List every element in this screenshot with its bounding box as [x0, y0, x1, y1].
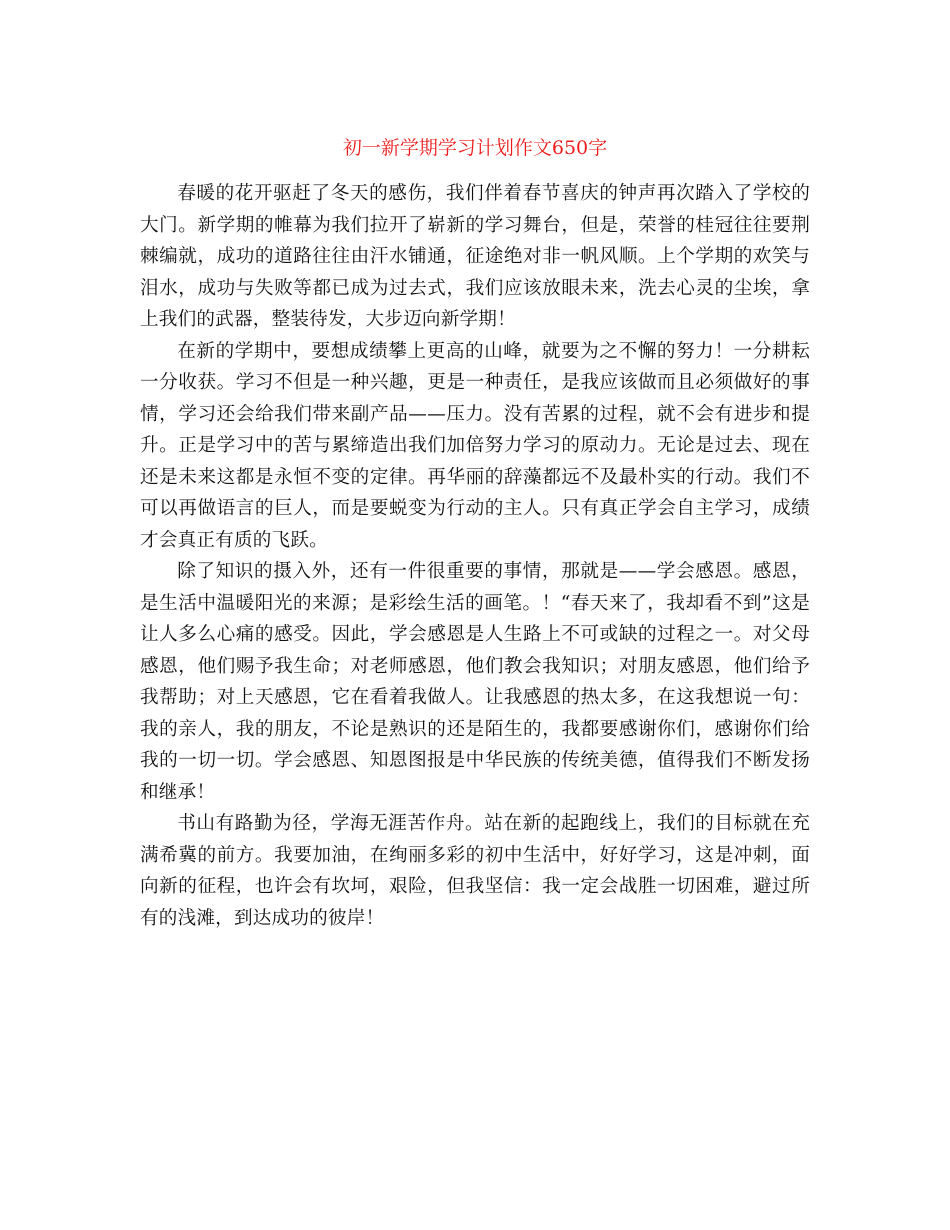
document-body: [140, 178, 810, 934]
document-title: 初一新学期学习计划作文650字: [342, 137, 608, 159]
paragraph-4: 书山有路勤为径，学海无涯苦作舟。站在新的起跑线上，我们的目标就在充满希冀的前方。我要加油，在绚丽多彩的初中生活中，好好学习，这是冲刺，面向新的征程，也许会有坎坷，艰险，但我坚信：我一定会战胜一切困难，避过所有的浅滩，到达成功的彼岸！: [140, 813, 810, 929]
paragraph-3: 除了知识的摄入外，还有一件很重要的事情，那就是——学会感恩。感恩，是生活中温暖阳光的来源；是彩绘生活的画笔。！“春天来了，我却看不到”这是让人多么心痛的感受。因此，学会感恩是人生路上不可或缺的过程之一。对父母感恩，他们赐予我生命；对老师感恩，他们教会我知识；对朋友感恩，他们给予我帮助；对上天感恩，它在看着我做人。让我感恩的热太多，在这我想说一句：我的亲人，我的朋友，不论是熟识的还是陌生的，我都要感谢你们，感谢你们给我的一切一切。学会感恩、知恩图报是中华民族的传统美德，值得我们不断发扬和继承！: [140, 561, 810, 803]
paragraph-2: 在新的学期中，要想成绩攀上更高的山峰，就要为之不懈的努力！一分耕耘一分收获。学习不但是一种兴趣，更是一种责任，是我应该做而且必须做好的事情，学习还会给我们带来副产品——压力。没有苦累的过程，就不会有进步和提升。正是学习中的苦与累缔造出我们加倍努力学习的原动力。无论是过去、现在还是未来这都是永恒不变的定律。再华丽的辞藻都远不及最朴实的行动。我们不可以再做语言的巨人，而是要蜕变为行动的主人。只有真正学会自主学习，成绩才会真正有质的飞跃。: [140, 340, 810, 551]
paragraph-1: 春暖的花开驱赶了冬天的感伤，我们伴着春节喜庆的钟声再次踏入了学校的大门。新学期的帷幕为我们拉开了崭新的学习舞台，但是，荣誉的桂冠往往要荆棘编就，成功的道路往往由汗水铺通，征途绝对非一帆风顺。上个学期的欢笑与泪水，成功与失败等都已成为过去式，我们应该放眼未来，洗去心灵的尘埃，拿上我们的武器，整装待发，大步迈向新学期！: [140, 183, 810, 330]
